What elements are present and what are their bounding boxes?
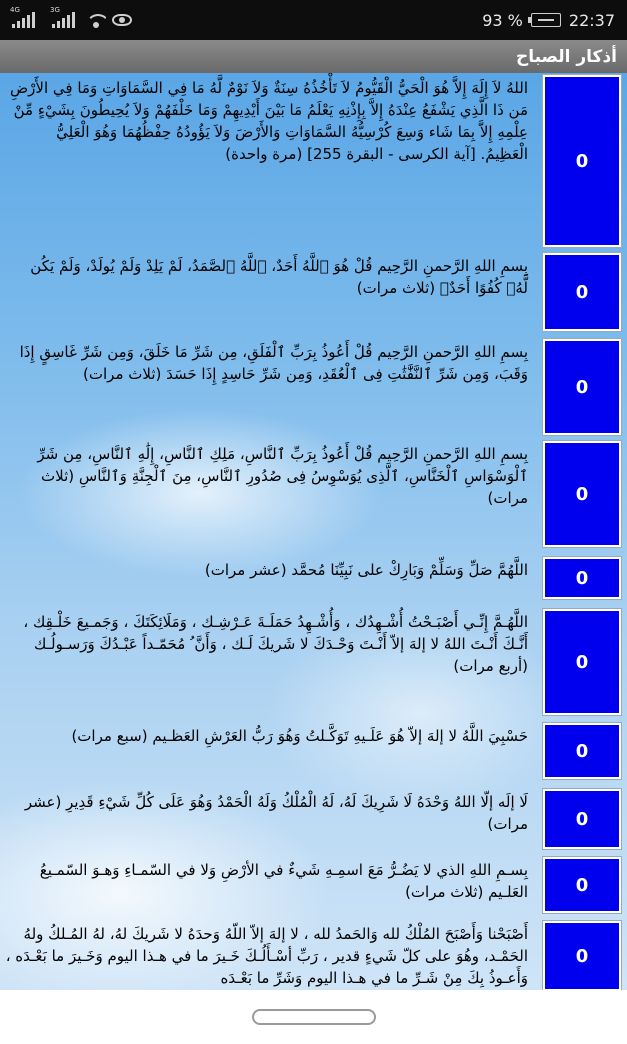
dhikr-text: بِسمِ اللهِ الرَّحمنِ الرَّحِيم قُلْ أَعُوذُ بِرَبِّ ٱلنَّاسِ، مَلِكِ ٱلنَّاسِ، إِلَٰهِ ٱلنَّاسِ، مِن شَرِّ ٱلْوَسْوَاسِ ٱلْخَنَّاسِ، ٱلَّذِى يُوَسْوِسُ فِى صُدُورِ ٱلنَّاسِ، مِنَ ٱلْجِنَّةِ وَٱلنَّاسِ (ثلاث مرات) <box>37 445 528 507</box>
counter-button[interactable]: 0 <box>543 253 621 331</box>
counter-button[interactable]: 0 <box>543 75 621 247</box>
battery-percent: 93 % <box>482 10 523 30</box>
clock: 22:37 <box>568 10 615 30</box>
dhikr-text: بِسمِ اللهِ الرَّحمنِ الرَّحِيم قُلْ هُوَ ٱللَّهُ أَحَدٌ، ٱللَّهُ ٱلصَّمَدُ، لَمْ يَلِدْ وَلَمْ يُولَدْ، وَلَمْ يَكُن لَّهُۥ كُفُوًا أَحَدٌۢ (ثلاث مرات) <box>30 257 528 297</box>
dhikr-text: أَصْبَحْنا وَأَصْبَحَ المُلْكُ لله وَالحَمدُ لله ، لا إلهَ إلاّ اللّهُ وَحدَهُ لا شَريكَ لهُ، لهُ المُـلكُ ولهُ الحَمْـد، وهُوَ على كلّ شَيءٍ قدير ، رَبِّ أسْـأَلُـكَ خَـيرَ ما في هـذا اليوم وَخَـيرَ ما بَعْـدَه ، وَأَعـوذُ بِكَ مِنْ شَـرِّ ما في هـذا اليوم وَشَرِّ ما بَعْـدَه <box>5 925 528 987</box>
network-type-label: 4G <box>10 6 20 14</box>
signal-icon <box>10 6 40 28</box>
page-title: أذكار الصباح <box>515 46 617 67</box>
counter-button[interactable]: 0 <box>543 789 621 849</box>
battery-icon <box>531 13 561 27</box>
eye-icon <box>112 14 132 26</box>
app-bar <box>0 40 627 73</box>
dhikr-text: بِسمِ اللهِ الرَّحمنِ الرَّحِيم قُلْ أَعُوذُ بِرَبِّ ٱلْفَلَقِ، مِن شَرِّ مَا خَلَقَ، وَمِن شَرِّ غَاسِقٍ إِذَا وَقَبَ، وَمِن شَرِّ ٱلنَّفَّٰثَٰتِ فِى ٱلْعُقَدِ، وَمِن شَرِّ حَاسِدٍ إِذَا حَسَدَ (ثلاث مرات) <box>19 343 528 383</box>
status-bar <box>0 0 627 40</box>
counter-button[interactable]: 0 <box>543 857 621 913</box>
counter-button[interactable]: 0 <box>543 723 621 779</box>
network-type-label: 3G <box>50 6 60 14</box>
wifi-icon <box>86 12 106 28</box>
home-gesture-pill[interactable] <box>252 1009 376 1025</box>
counter-button[interactable]: 0 <box>543 921 621 990</box>
counter-button[interactable]: 0 <box>543 557 621 599</box>
counter-button[interactable]: 0 <box>543 339 621 435</box>
status-right <box>482 11 615 30</box>
signal-icon <box>50 6 80 28</box>
status-icons <box>10 6 132 28</box>
counter-button[interactable]: 0 <box>543 441 621 547</box>
dhikr-text: لَا إلَه إلّا اللهُ وَحْدَهُ لَا شَرِيكَ لَهُ، لَهُ الْمُلْكُ وَلَهُ الْحَمْدُ وَهُوَ عَلَى كُلِّ شَيْءِ قَدِيرِ (عشر مرات) <box>24 793 528 833</box>
dhikr-text: بِسـمِ اللهِ الذي لا يَضُـرُّ مَعَ اسمِـهِ شَيءٌ في الأرْضِ وَلا في السّمـاءِ وَهـوَ السّمـيعُ العَلـيم (ثلاث مرات) <box>39 861 528 901</box>
dhikr-text: اللَّهُـمَّ إِنِّـي أَصْبَـحْتُ أُشْـهِدُك ، وَأُشْـهِدُ حَمَلَـةَ عَـرْشِـك ، وَمَلَائِكَتَكَ ، وَجَمـيعَ خَلْـقِك ، أَنَّـكَ أَنْـتَ اللهُ لا إلهَ إلاّ أَنْـتَ وَحْـدَكَ لا شَريكَ لَـك ، وَأَنَّ ُ مُحَمّـداً عَبْـدُكَ وَرَسـولُـك (أربع مرات) <box>23 613 528 675</box>
dhikr-text: اللهُ لاَ إِلَهَ إِلاَّ هُوَ الْحَيُّ الْقَيُّومُ لاَ تَأْخُذُهُ سِنَةٌ وَلاَ نَوْمٌ لَّهُ مَا فِي السَّمَاوَاتِ وَمَا فِي الأَرْضِ مَن ذَا الَّذِي يَشْفَعُ عِنْدَهُ إِلاَّ بِإِذْنِهِ يَعْلَمُ مَا بَيْنَ أَيْدِيهِمْ وَمَا خَلْفَهُمْ وَلاَ يُحِيطُونَ بِشَيْءٍ مِّنْ عِلْمِهِ إِلاَّ بِمَا شَاء وَسِعَ كُرْسِيُّهُ السَّمَاوَاتِ وَالأَرْضَ وَلاَ يَؤُودُهُ حِفْظُهُمَا وَهُوَ الْعَلِيُّ الْعَظِيمُ. [آية الكرسى - البقرة 255] (مرة واحدة) <box>10 79 528 163</box>
navigation-bar <box>0 990 627 1044</box>
adhkar-list[interactable] <box>0 73 627 990</box>
dhikr-text: اللَّهُمَّ صَلِّ وَسَلِّمْ وَبَارِكْ على نَبِيِّنَا مُحمَّد (عشر مرات) <box>204 561 528 579</box>
dhikr-text: حَسْبِيَ اللَّهُ لا إلهَ إلاّ هُوَ عَلَـيهِ تَوَكَّـلتُ وَهُوَ رَبُّ العَرْشِ العَظـيم (سبع مرات) <box>71 727 528 745</box>
counter-button[interactable]: 0 <box>543 609 621 715</box>
